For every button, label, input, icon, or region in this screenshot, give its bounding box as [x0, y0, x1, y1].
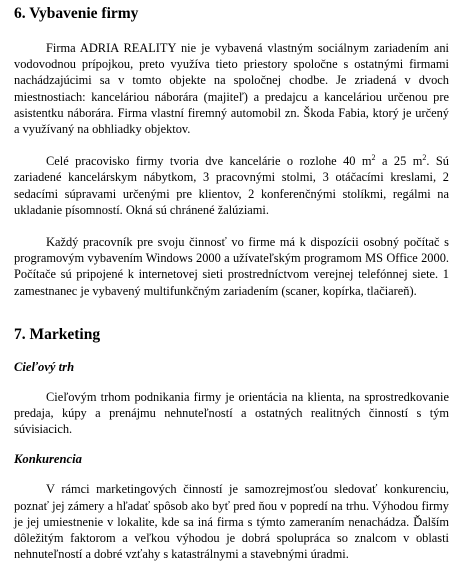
- section-6-paragraph-3: Každý pracovník pre svoju činnosť vo firme má k dispozícii osobný počítač s programovým vybavením Windows 2000 a užívateľským programom MS Office 2000. Počítače sú pripojené k internetovej sieti prostredníctvom verejnej telefónnej siete. 1 zamestnanec je vybavený multifunkčným zariadením (scaner, kopírka, tlačiareň).: [14, 235, 449, 298]
- p2-text-b: a 25 m: [375, 154, 423, 169]
- section-vybavenie-firmy: [14, 4, 449, 299]
- section-6-heading: 6. Vybavenie firmy: [14, 5, 139, 22]
- section-7-heading: 7. Marketing: [14, 325, 101, 343]
- section-7-paragraph-2: V rámci marketingových činností je samozrejmosťou sledovať konkurenciu, poznať jej zámery a hľadať spôsob ako byť pred ňou v popredí na trhu. Výhodou firmy je jej umiestnenie v lokalite, kde sa iná firma s týmto zameraním nenachádza. Ďalším dôležitým faktorom a veľkou výhodou je dobrá spolupráca so znalcom v oblasti nehnuteľností a dobré vzťahy s katastrálnymi a stavebnými úradmi.: [14, 482, 449, 562]
- section-6-paragraph-2: [14, 153, 449, 218]
- section-6-paragraph-1: Firma ADRIA REALITY nie je vybavená vlastným sociálnym zariadením ani vodovodnou prípojkou, preto využíva tieto priestory spoločne s ostatnými firmami nachádzajúcimi sa v tomto objekte na spoločnej chodbe. Je zriadená v dvoch miestnostiach: kanceláriou náborára (majiteľ) a predajcu a kanceláriou určenou pre asistentku náborára. Firma vlastní firemný automobil zn. Škoda Fabia, ktorý je určený a využívaný na obhliadky objektov.: [14, 41, 449, 137]
- subheading-konkurencia: Konkurencia: [14, 452, 82, 467]
- p2-sup-2: 2: [422, 153, 427, 163]
- section-7-paragraph-1: Cieľovým trhom podnikania firmy je orientácia na klienta, na sprostredkovanie predaja, kúpy a prenájmu nehnuteľností a ostatných realitných činností s tým súvisiacich.: [14, 389, 449, 437]
- section-marketing: [14, 325, 449, 563]
- p2-text-c: . Sú zariadené kancelárskym nábytkom, 3 pracovnými stolmi, 3 otáčacími kreslami, 2 sedacími súpravami určenými pre klientov, 2 konferenčnými stolíkmi, regálmi na ukladanie písomností. Okná sú chránené žalúziami.: [14, 154, 449, 217]
- p2-text-a: Celé pracovisko firmy tvoria dve kancelárie o rozlohe 40 m: [46, 154, 372, 169]
- subheading-cielovy-trh: Cieľový trh: [14, 359, 75, 374]
- p2-sup-1: 2: [371, 153, 376, 163]
